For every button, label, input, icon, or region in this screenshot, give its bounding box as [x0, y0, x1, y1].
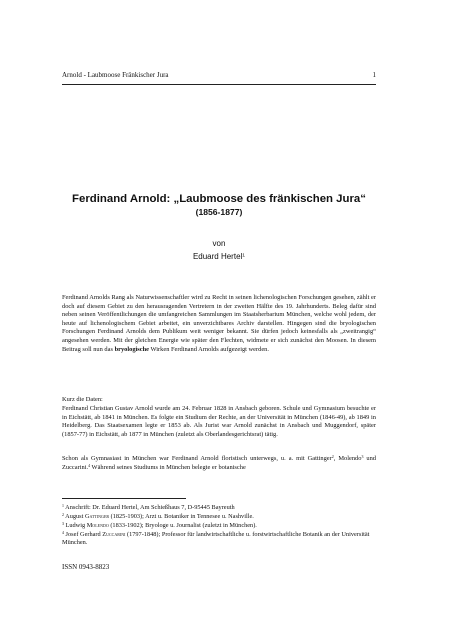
author-text: Eduard Hertel — [192, 252, 243, 261]
gym-part1: Schon als Gymnasiast in München war Ferdinand Arnold floristisch unterwegs, u. a. mit Gattinger — [62, 455, 332, 462]
paragraph-data: Ferdinand Christian Gustav Arnold wurde am 24. Februar 1828 in Ansbach geboren. Schule und Gymnasium besuchte er in Eichstätt, ab 1841 in München. Es folgte ein Studium der Rechte, an der Universität in München (1846-49), ab 1849 in Heidelberg. Das Staatsexamen legte er 1853 ab. Als Jurist war Arnold zunächst in Ansbach und Muggendorf, später (1857-77) in Eichstätt, ab 1877 in München (zuletzt als Oberlandesgerichtsrat) tätig. — [62, 405, 376, 438]
paragraph-intro — [62, 294, 376, 354]
header-rule — [62, 84, 376, 85]
footnote-2-pre: August — [63, 513, 85, 520]
footnote-4-pre: Josef Gerhard — [63, 531, 103, 538]
issn-number: ISSN 0943-8823 — [62, 563, 110, 571]
article-years: (1856-1877) — [195, 207, 243, 217]
footnote-3-number: 3 — [62, 521, 64, 526]
byline-von: von — [212, 239, 226, 248]
footnote-3-post: (1833-1902); Bryologe u. Journalist (zuletzt in München). — [108, 522, 257, 529]
footnote-3-name: Molendo — [86, 522, 109, 529]
author-name — [62, 252, 376, 262]
footnote-ref-3[interactable]: 3 — [361, 453, 364, 459]
footnote-2 — [62, 513, 376, 521]
intro-bold: bryologische — [114, 345, 149, 353]
paragraph-gymnasiast — [62, 455, 376, 472]
intro-text: Ferdinand Arnolds Rang als Naturwissenschaftler wird zu Recht in seinen lichenologischen Forschungen gesehen, zählt er doch auf diesem Gebiet zu den herausragenden Vertretern in der zweiten Hälfte des 19. Jahrhunderts. Beleg dafür sind neben seinen Veröffentlichungen die umfangreichen Sammlungen im Staatsherbarium München, welche wohl jedem, der heute auf lichenologischem Gebiet arbeitet, ein unverzichtbares Archiv darstellen. Hingegen sind die bryologischen Forschungen Ferdinand Arnolds dem Publikum weit weniger bekannt. Sie dürfen jedoch keinesfalls als „zweitrangig“ angesehen werden. Mit der gleichen Energie wie später den Flechten, widmete er sich zunächst den Moosen. In diesem Beitrag soll nun das — [62, 294, 376, 353]
footnote-1 — [62, 504, 376, 512]
footnote-2-name: Gattinger — [84, 513, 110, 520]
running-header — [62, 71, 376, 80]
footnote-2-post: (1825-1903); Arzt u. Botaniker in Tennesee u. Nashville. — [109, 513, 254, 520]
footnote-4-name: Zuccarini — [102, 531, 126, 538]
intro-end: Wirken Ferdinand Arnolds aufgezeigt werden. — [150, 345, 269, 353]
footnote-rule — [62, 498, 186, 499]
footnote-4 — [62, 531, 376, 548]
footnote-ref-4[interactable]: 4 — [88, 462, 91, 468]
footnote-1-number: 1 — [62, 503, 64, 508]
footnote-3-pre: Ludwig — [63, 522, 87, 529]
author-footnote-ref[interactable]: 1 — [242, 253, 246, 259]
footnote-4-post: (1797-1848); Professor für landwirtschaftliche u. forstwirtschaftliche Botanik an der Universität München. — [62, 531, 370, 547]
gym-part3: und Zuccarini. — [62, 455, 376, 471]
footnote-1-text: Anschrift: Dr. Eduard Hertel, Am Schießhaus 7, D-95445 Bayreuth — [63, 504, 235, 511]
paragraph-data-heading: Kurz die Daten: — [62, 396, 103, 403]
footnote-3 — [62, 522, 376, 530]
footnote-2-number: 2 — [62, 512, 64, 517]
footnote-ref-2[interactable]: 2 — [331, 453, 334, 459]
page-number: 1 — [372, 71, 376, 79]
gym-part4: Während seines Studiums in München belegte er botanische — [90, 463, 246, 471]
running-title: Arnold - Laubmoose Fränkischer Jura — [62, 71, 169, 79]
gym-part2: , Molendo — [333, 455, 362, 462]
footnote-4-number: 4 — [62, 530, 64, 535]
article-title: Ferdinand Arnold: „Laubmoose des fränkischen Jura“ — [72, 193, 366, 205]
